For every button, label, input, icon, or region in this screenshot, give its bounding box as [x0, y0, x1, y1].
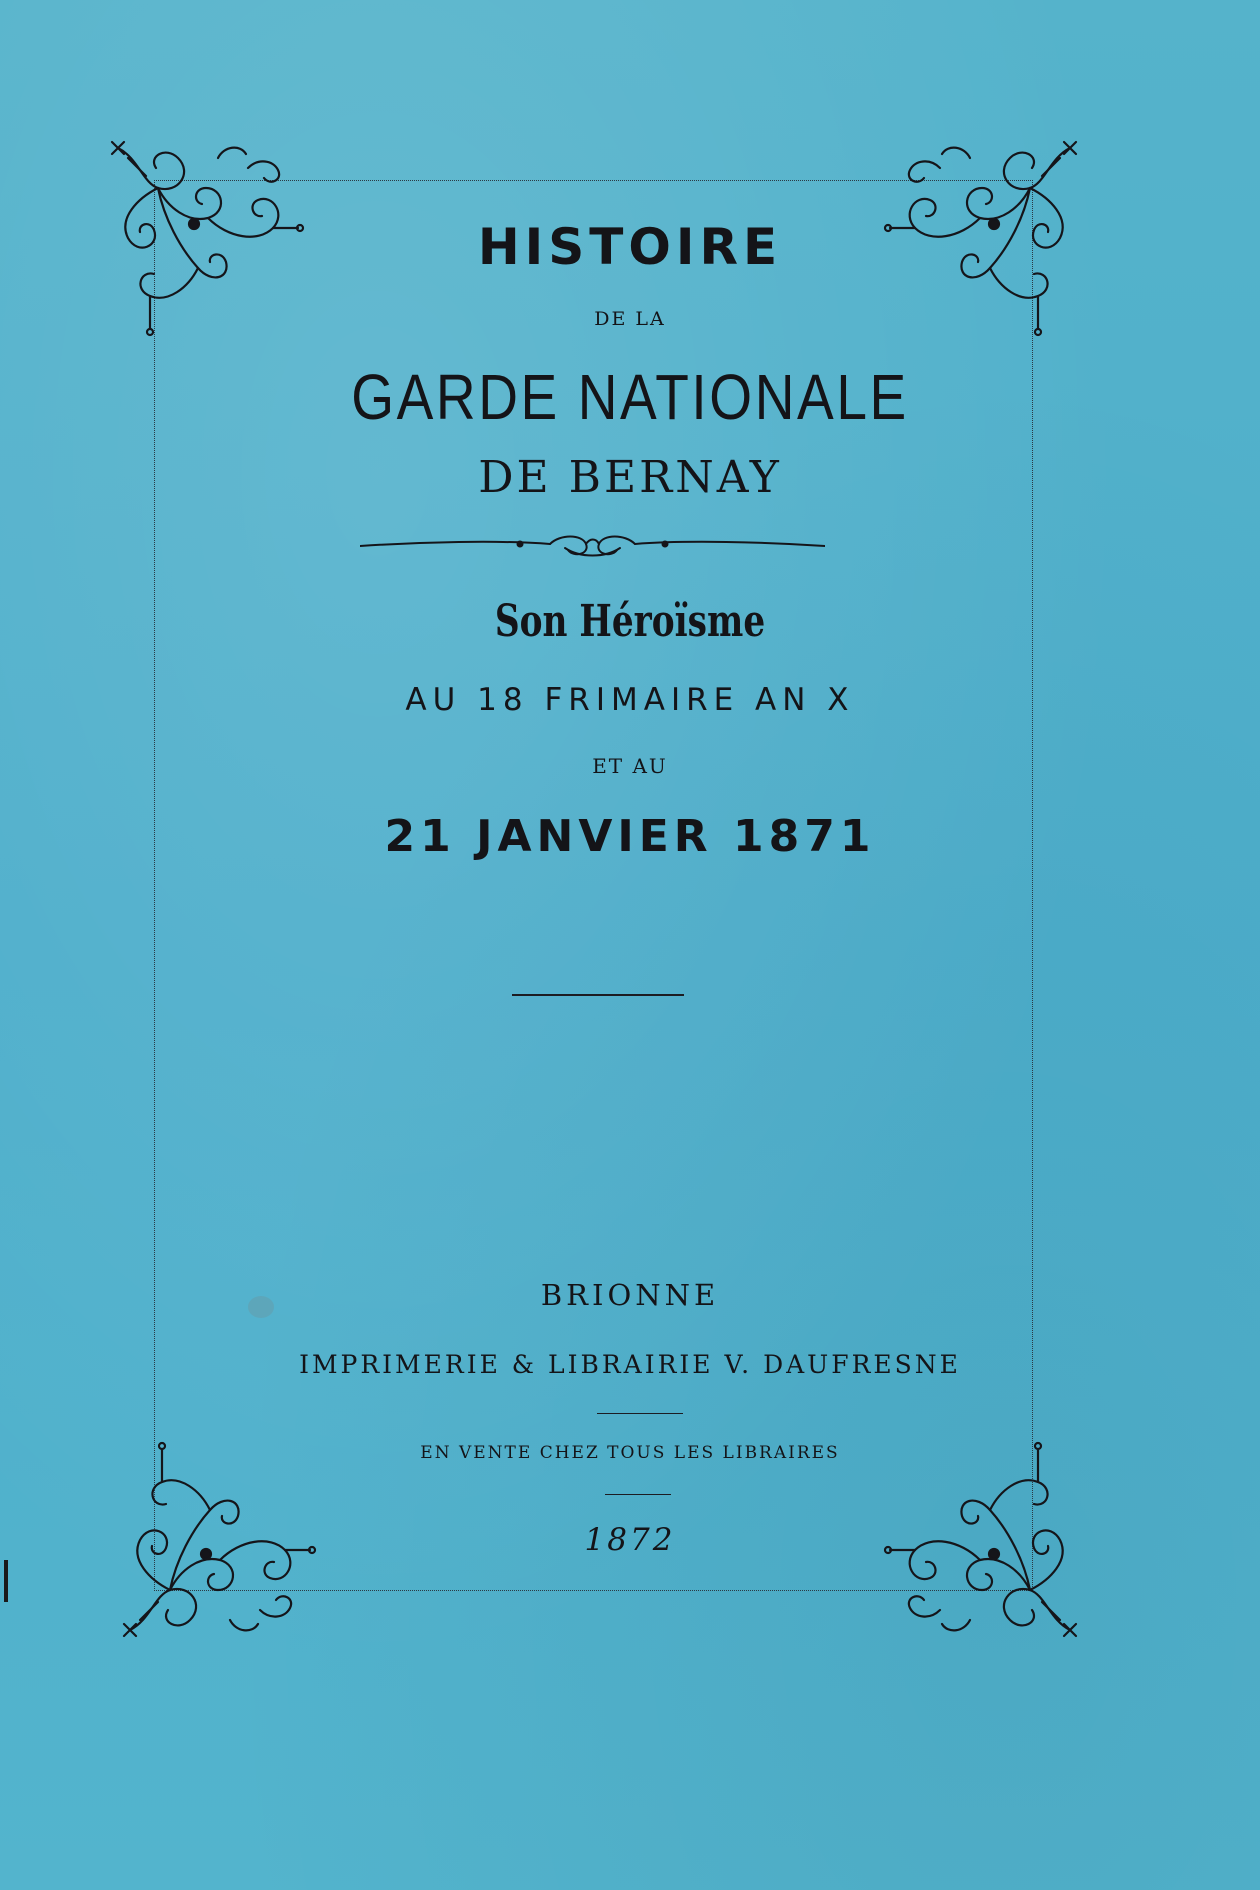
subtitle-et-au: ET AU [592, 754, 668, 778]
center-flourish-icon [360, 528, 825, 564]
divider-rule [512, 994, 684, 996]
imprint-place: BRIONNE [540, 1278, 720, 1312]
title-garde-nationale: GARDE NATIONALE [351, 361, 909, 433]
divider-rule [605, 1494, 671, 1495]
imprint-printer: IMPRIMERIE & LIBRAIRIE V. DAUFRESNE [299, 1350, 961, 1379]
title-de-bernay: DE BERNAY [478, 452, 782, 503]
subtitle-heroisme: Son Héroïsme [494, 596, 766, 647]
title-de-la: DE LA [594, 308, 666, 330]
imprint-sale-note: EN VENTE CHEZ TOUS LES LIBRAIRES [420, 1443, 840, 1463]
subtitle-frimaire: AU 18 FRIMAIRE AN X [405, 682, 855, 718]
imprint-year: 1872 [584, 1522, 676, 1558]
spine-mark [4, 1560, 8, 1602]
subtitle-janvier: 21 JANVIER 1871 [384, 811, 876, 862]
divider-rule [597, 1413, 683, 1414]
title-histoire: HISTOIRE [477, 218, 783, 276]
